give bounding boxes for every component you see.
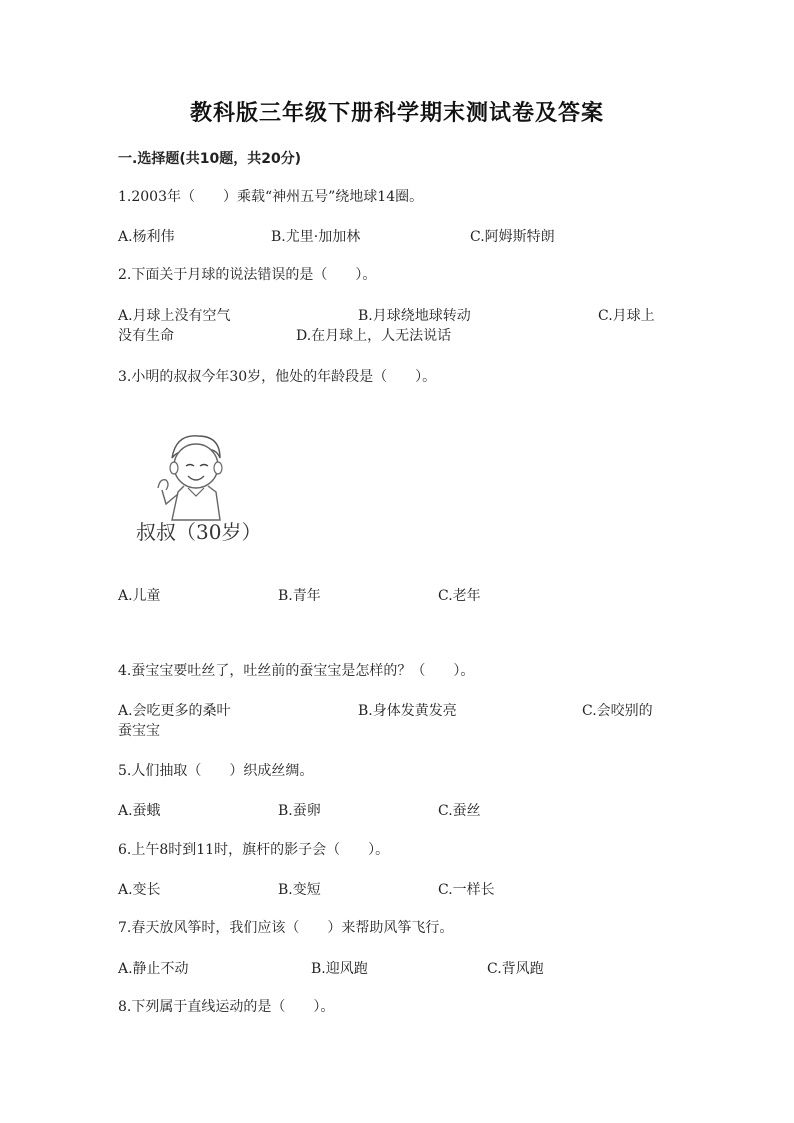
- page-title: 教科版三年级下册科学期末测试卷及答案: [189, 101, 604, 126]
- q4-option-a: A.会吃更多的桑叶: [118, 703, 231, 719]
- section-heading: 一.选择题(共10题，共20分): [118, 151, 302, 167]
- q4-option-b: B.身体发黄发亮: [358, 703, 457, 719]
- q2-option-a: A.月球上没有空气: [118, 308, 231, 324]
- q3-option-a: A.儿童: [118, 588, 161, 604]
- q2-option-c-continued: 没有生命: [118, 328, 174, 344]
- q6-option-c: C.一样长: [438, 882, 495, 898]
- question-1: 1.2003年（ ）乘载“神州五号”绕地球14圈。: [118, 189, 424, 205]
- q2-option-c: C.月球上: [598, 308, 655, 324]
- question-2: 2.下面关于月球的说法错误的是（ ）。: [118, 267, 377, 283]
- question-7: 7.春天放风筝时，我们应该（ ）来帮助风筝飞行。: [118, 920, 454, 936]
- q2-option-b: B.月球绕地球转动: [358, 308, 471, 324]
- question-6: 6.上午8时到11时，旗杆的影子会（ ）。: [118, 842, 390, 858]
- q7-option-c: C.背风跑: [487, 961, 544, 977]
- q6-option-b: B.变短: [278, 882, 321, 898]
- q7-option-b: B.迎风跑: [311, 961, 368, 977]
- q6-option-a: A.变长: [118, 882, 161, 898]
- q4-option-c: C.会咬别的: [582, 703, 653, 719]
- question-5: 5.人们抽取（ ）织成丝绸。: [118, 763, 314, 779]
- question-8: 8.下列属于直线运动的是（ ）。: [118, 999, 335, 1015]
- q1-option-b: B.尤里·加加林: [271, 229, 361, 245]
- figure-caption: 叔叔（30岁）: [136, 520, 262, 544]
- question-3: 3.小明的叔叔今年30岁，他处的年龄段是（ ）。: [118, 369, 437, 385]
- question-4: 4.蚕宝宝要吐丝了，吐丝前的蚕宝宝是怎样的？（ ）。: [118, 663, 475, 679]
- q1-option-c: C.阿姆斯特朗: [470, 229, 555, 245]
- q3-option-b: B.青年: [278, 588, 321, 604]
- q4-option-c-continued: 蚕宝宝: [118, 723, 160, 739]
- q7-option-a: A.静止不动: [118, 961, 189, 977]
- q5-option-b: B.蚕卵: [278, 803, 321, 819]
- q1-option-a: A.杨利伟: [118, 229, 175, 245]
- q5-option-c: C.蚕丝: [438, 803, 481, 819]
- q5-option-a: A.蚕蛾: [118, 803, 161, 819]
- q3-option-c: C.老年: [438, 588, 481, 604]
- q2-option-d: D.在月球上，人无法说话: [296, 328, 452, 344]
